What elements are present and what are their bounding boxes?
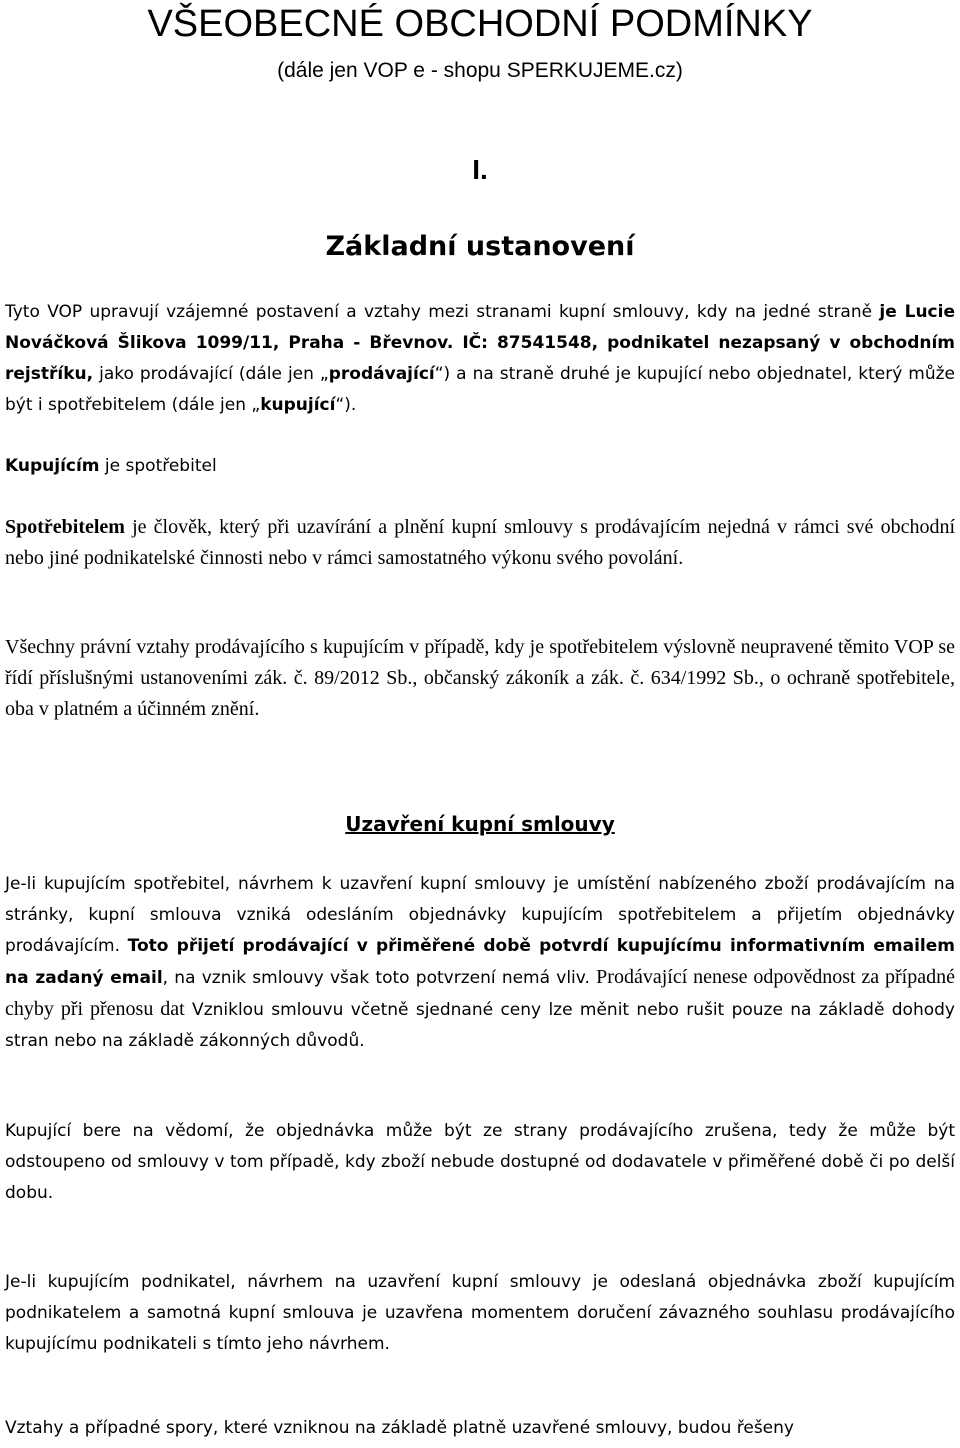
paragraph-disputes: Vztahy a případné spory, které vzniknou na základě platně uzavřené smlouvy, budou řešeny <box>5 1418 794 1438</box>
legal-relations-text: Všechny právní vztahy prodávajícího s kupujícím v případě, kdy je spotřebitelem výslovně neupravené těmito VOP se řídí příslušnými ustanoveními zák. č. 89/2012 Sb., občanský zákoník a zák. č. 634/1992 Sb., o ochraně spotřebitele, oba v platném a účinném znění. <box>5 636 955 720</box>
contract-text-c: , na vznik smlouvy však toto potvrzení nemá vliv. <box>162 968 597 988</box>
paragraph-business-buyer: Je-li kupujícím podnikatel, návrhem na uzavření kupní smlouvy je odeslaná objednávka zboží kupujícím podnikatelem a samotná kupní smlouva je uzavřena momentem doručení závazného souhlasu prodávajícího kupujícímu podnikateli s tímto jeho návrhem. <box>5 1272 955 1354</box>
seller-identity: je Lucie Nováčková Šlikova 1099/11, Praha - Břevnov. IČ: 87541548, podnikatel nezapsaný v obchodním rejstříku, <box>5 302 955 384</box>
consumer-definition-text: je člověk, který při uzavírání a plnění kupní smlouvy s prodávajícím nejedná v rámci své obchodní nebo jiné podnikatelské činnosti nebo v rámci samostatného výkonu svého povolání. <box>5 516 955 569</box>
buyer-definition-text: je spotřebitel <box>99 456 217 476</box>
intro-text-e: “) a na straně druhé je kupující nebo objednatel, který může být i spotřebitelem (dále jen „ <box>5 364 955 415</box>
paragraph-contract-formation <box>5 869 955 1057</box>
contract-text-e: Vzniklou smlouvu včetně sjednané ceny lze měnit nebo rušit pouze na základě dohody stran nebo na základě zákonných důvodů. <box>5 1000 955 1051</box>
term-kupujicim: Kupujícím <box>5 456 100 476</box>
paragraph-buyer-definition <box>5 451 955 482</box>
paragraph-cancellation: Kupující bere na vědomí, že objednávka může být ze strany prodávajícího zrušena, tedy že může být odstoupeno od smlouvy v tom případě, kdy zboží nebude dostupné od dodavatele v přiměřené době či po delší dobu. <box>5 1121 955 1203</box>
contract-confirmation: Toto přijetí prodávající v přiměřené době potvrdí kupujícímu informativním emailem na zadaný email <box>5 936 955 988</box>
subheading-contract: Uzavření kupní smlouvy <box>345 812 615 836</box>
section-number: I. <box>472 154 488 185</box>
contract-text-a: Je-li kupujícím spotřebitel, návrhem k uzavření kupní smlouvy je umístění nabízeného zboží prodávajícím na stránky, kupní smlouva vzniká odesláním objednávky kupujícím spotřebitelem a přijetím objednávky prodávajícím. <box>5 874 955 956</box>
paragraph-legal-relations <box>5 632 955 725</box>
intro-text-g: “). <box>335 395 357 415</box>
paragraph-intro <box>5 297 955 421</box>
term-spotrebitelem: Spotřebitelem <box>5 516 125 538</box>
section-heading: Základní ustanovení <box>325 231 635 262</box>
intro-text-a: Tyto VOP upravují vzájemné postavení a vztahy mezi stranami kupní smlouvy, kdy na jedné straně <box>5 302 880 322</box>
intro-text-c: jako prodávající (dále jen „ <box>93 364 329 384</box>
document-subtitle: (dále jen VOP e - shopu SPERKUJEME.cz) <box>277 59 683 82</box>
contract-liability: Prodávající nenese odpovědnost za případné chyby při přenosu dat <box>5 966 955 1020</box>
paragraph-consumer-definition <box>5 512 955 574</box>
term-seller: prodávající <box>328 364 435 384</box>
document-title: VŠEOBECNÉ OBCHODNÍ PODMÍNKY <box>147 3 813 45</box>
term-buyer: kupující <box>260 395 336 415</box>
